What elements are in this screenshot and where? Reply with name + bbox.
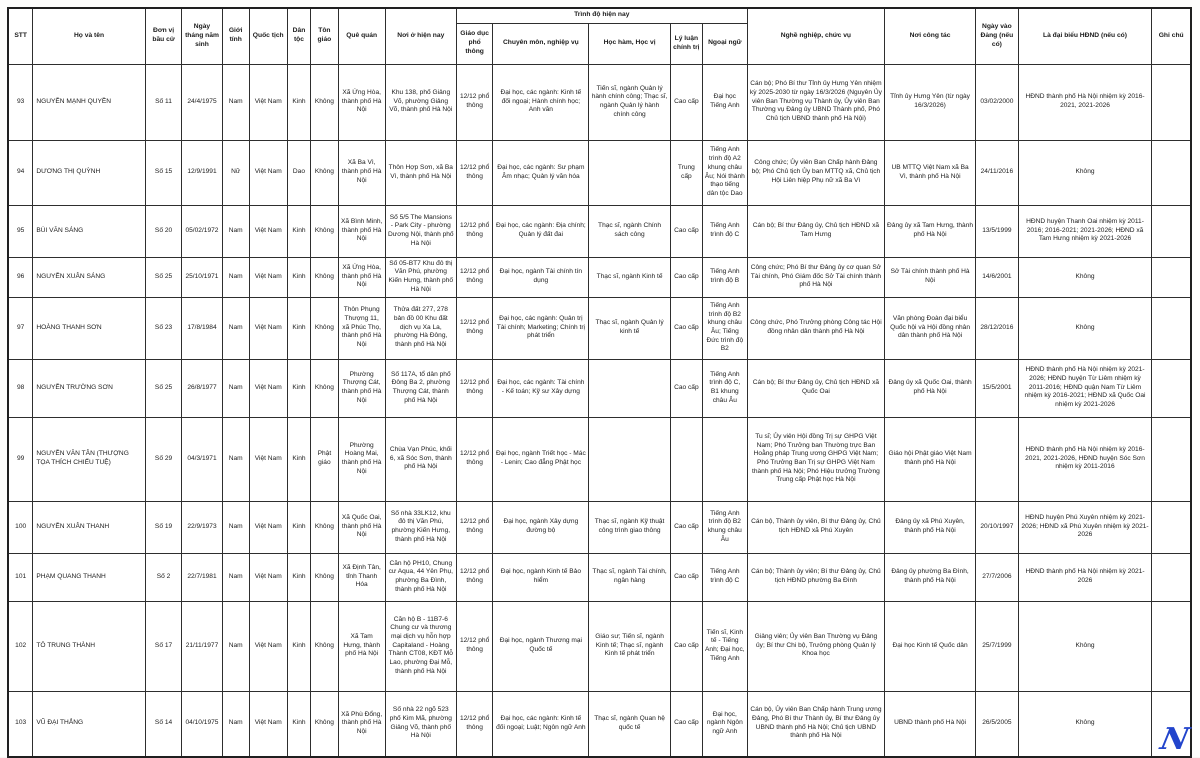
cell-dob: 05/02/1972 bbox=[182, 205, 222, 257]
cell-professional: Đại học, các ngành: Kinh tế đối ngoại; Hành chính học; Anh văn bbox=[493, 64, 589, 140]
cell-gender: Nam bbox=[222, 691, 249, 757]
cell-residence: Khu 138, phố Giảng Võ, phường Giảng Võ, thành phố Hà Nội bbox=[385, 64, 456, 140]
cell-language: Tiếng Anh trình độ B2 khung châu Âu bbox=[702, 501, 747, 553]
cell-dob: 26/8/1977 bbox=[182, 359, 222, 417]
cell-gender: Nam bbox=[222, 64, 249, 140]
cell-degree: Thạc sĩ, ngành Tài chính, ngân hàng bbox=[589, 553, 671, 601]
cell-unit: Số 19 bbox=[145, 501, 182, 553]
cell-stt: 101 bbox=[8, 553, 33, 601]
cell-dob: 22/9/1973 bbox=[182, 501, 222, 553]
cell-hometown: Phường Hoàng Mai, thành phố Hà Nội bbox=[338, 417, 385, 501]
cell-professional: Đại học, ngành Triết học - Mác - Lenin; Cao đẳng Phật học bbox=[493, 417, 589, 501]
cell-stt: 95 bbox=[8, 205, 33, 257]
cell-name: DƯƠNG THỊ QUỲNH bbox=[33, 140, 145, 205]
cell-ethnicity: Kinh bbox=[287, 359, 311, 417]
cell-hdnd: Không bbox=[1018, 140, 1152, 205]
cell-ethnicity: Dao bbox=[287, 140, 311, 205]
cell-party-date: 27/7/2006 bbox=[976, 553, 1019, 601]
cell-language: Tiếng Anh trình độ C bbox=[702, 205, 747, 257]
cell-occupation: Cán bộ, Thành ủy viên, Bí thư Đảng ủy, Chủ tịch HĐND xã Phú Xuyên bbox=[747, 501, 884, 553]
cell-nationality: Việt Nam bbox=[249, 601, 287, 691]
cell-unit: Số 15 bbox=[145, 140, 182, 205]
cell-name: NGUYỄN MẠNH QUYỀN bbox=[33, 64, 145, 140]
cell-ethnicity: Kinh bbox=[287, 257, 311, 297]
cell-hdnd: HĐND thành phố Hà Nội nhiệm kỳ 2016-2021, 2021-2026, HĐND huyện Sóc Sơn nhiệm kỳ 2011-2016 bbox=[1018, 417, 1152, 501]
col-header-degree: Học hàm, Học vị bbox=[589, 23, 671, 64]
cell-professional: Đại học, các ngành: Quản trị Tài chính; Marketing; Chính trị phát triển bbox=[493, 297, 589, 359]
cell-religion: Không bbox=[311, 257, 338, 297]
cell-note bbox=[1152, 140, 1191, 205]
cell-party-date: 20/10/1997 bbox=[976, 501, 1019, 553]
cell-residence: Số nhà 33LK12, khu đô thị Văn Phú, phường Kiến Hưng, thành phố Hà Nội bbox=[385, 501, 456, 553]
table-row bbox=[8, 140, 1191, 205]
cell-degree: Thạc sĩ, ngành Quản lý kinh tế bbox=[589, 297, 671, 359]
cell-occupation: Cán bộ, Ủy viên Ban Chấp hành Trung ương Đảng, Phó Bí thư Thành ủy, Bí thư Đảng ủy UBND thành phố Hà Nội; Chủ tịch UBND thành phố Hà Nội bbox=[747, 691, 884, 757]
cell-nationality: Việt Nam bbox=[249, 205, 287, 257]
cell-professional: Đại học, ngành Thương mại Quốc tế bbox=[493, 601, 589, 691]
table-body bbox=[8, 64, 1191, 757]
cell-party-date: 28/12/2016 bbox=[976, 297, 1019, 359]
cell-stt: 96 bbox=[8, 257, 33, 297]
cell-note bbox=[1152, 257, 1191, 297]
cell-dob: 12/9/1991 bbox=[182, 140, 222, 205]
cell-hometown: Xã Tam Hưng, thành phố Hà Nội bbox=[338, 601, 385, 691]
cell-dob: 24/4/1975 bbox=[182, 64, 222, 140]
cell-religion: Không bbox=[311, 205, 338, 257]
col-header-religion: Tôn giáo bbox=[311, 8, 338, 64]
cell-language: Tiếng Anh trình độ A2 khung châu Âu; Nói thành thạo tiếng dân tộc Dao bbox=[702, 140, 747, 205]
cell-edu: 12/12 phổ thông bbox=[456, 297, 493, 359]
cell-stt: 100 bbox=[8, 501, 33, 553]
cell-note bbox=[1152, 297, 1191, 359]
cell-occupation: Cán bộ; Phó Bí thư Tỉnh ủy Hưng Yên nhiệm kỳ 2025-2030 từ ngày 16/3/2026 (Nguyên Ủy viên Ban Thường vụ Thành ủy, Ủy viên Ban Thường vụ Đảng ủy UBND Thành phố, Phó Chủ tịch UBND thành phố Hà Nội) bbox=[747, 64, 884, 140]
cell-nationality: Việt Nam bbox=[249, 140, 287, 205]
cell-hdnd: Không bbox=[1018, 297, 1152, 359]
cell-workplace: UB MTTQ Việt Nam xã Ba Vì, thành phố Hà Nội bbox=[885, 140, 976, 205]
cell-nationality: Việt Nam bbox=[249, 297, 287, 359]
cell-ethnicity: Kinh bbox=[287, 64, 311, 140]
cell-unit: Số 17 bbox=[145, 601, 182, 691]
cell-nationality: Việt Nam bbox=[249, 359, 287, 417]
cell-language bbox=[702, 417, 747, 501]
cell-edu: 12/12 phổ thông bbox=[456, 140, 493, 205]
cell-professional: Đại học, các ngành: Tài chính - Kế toán; Kỹ sư Xây dựng bbox=[493, 359, 589, 417]
cell-residence: Căn hộ PH10, Chung cư Aqua, 44 Yên Phụ, phường Ba Đình, thành phố Hà Nội bbox=[385, 553, 456, 601]
cell-ethnicity: Kinh bbox=[287, 553, 311, 601]
cell-hdnd: HĐND thành phố Hà Nội nhiệm kỳ 2021-2026; HĐND huyện Từ Liêm nhiệm kỳ 2011-2016; HĐND quận Nam Từ Liêm nhiệm kỳ 2016-2021; HĐND xã Quốc Oai nhiệm kỳ 2021-2026 bbox=[1018, 359, 1152, 417]
cell-residence: Thửa đất 277, 278 bản đồ 00 Khu đất dịch vụ Xa La, phường Hà Đông, thành phố Hà Nội bbox=[385, 297, 456, 359]
cell-party-date: 26/5/2005 bbox=[976, 691, 1019, 757]
cell-workplace: Đảng ủy xã Tam Hưng, thành phố Hà Nội bbox=[885, 205, 976, 257]
cell-occupation: Công chức; Ủy viên Ban Chấp hành Đảng bộ; Phó Chủ tịch Ủy ban MTTQ xã, Chủ tịch Hội Liên hiệp Phụ nữ xã Ba Vì bbox=[747, 140, 884, 205]
col-header-nationality: Quốc tịch bbox=[249, 8, 287, 64]
cell-degree: Thạc sĩ, ngành Quan hệ quốc tế bbox=[589, 691, 671, 757]
cell-gender: Nam bbox=[222, 601, 249, 691]
cell-political bbox=[670, 417, 702, 501]
cell-religion: Không bbox=[311, 691, 338, 757]
table-row bbox=[8, 501, 1191, 553]
cell-hdnd: Không bbox=[1018, 691, 1152, 757]
cell-unit: Số 23 bbox=[145, 297, 182, 359]
cell-residence: Thôn Hợp Sơn, xã Ba Vì, thành phố Hà Nội bbox=[385, 140, 456, 205]
cell-hometown: Phường Thượng Cát, thành phố Hà Nội bbox=[338, 359, 385, 417]
cell-hometown: Xã Quốc Oai, thành phố Hà Nội bbox=[338, 501, 385, 553]
cell-gender: Nam bbox=[222, 553, 249, 601]
cell-hometown: Xã Ứng Hòa, thành phố Hà Nội bbox=[338, 257, 385, 297]
cell-residence: Số 5/5 The Mansions - Park City - phường Dương Nội, thành phố Hà Nội bbox=[385, 205, 456, 257]
cell-religion: Không bbox=[311, 64, 338, 140]
cell-note bbox=[1152, 359, 1191, 417]
cell-language: Tiếng Anh trình độ B2 khung châu Âu; Tiếng Đức trình độ B2 bbox=[702, 297, 747, 359]
cell-language: Đại học Tiếng Anh bbox=[702, 64, 747, 140]
cell-name: HOÀNG THANH SƠN bbox=[33, 297, 145, 359]
cell-political: Trung cấp bbox=[670, 140, 702, 205]
cell-edu: 12/12 phổ thông bbox=[456, 601, 493, 691]
cell-language: Đại học, ngành Ngôn ngữ Anh bbox=[702, 691, 747, 757]
cell-religion: Không bbox=[311, 501, 338, 553]
table-row bbox=[8, 64, 1191, 140]
cell-political: Cao cấp bbox=[670, 691, 702, 757]
cell-hometown: Thôn Phụng Thượng 11, xã Phúc Thọ, thành phố Hà Nội bbox=[338, 297, 385, 359]
cell-edu: 12/12 phổ thông bbox=[456, 553, 493, 601]
cell-stt: 103 bbox=[8, 691, 33, 757]
col-header-workplace: Nơi công tác bbox=[885, 8, 976, 64]
cell-nationality: Việt Nam bbox=[249, 417, 287, 501]
cell-degree bbox=[589, 359, 671, 417]
cell-language: Tiếng Anh trình độ C bbox=[702, 553, 747, 601]
cell-language: Tiếng Anh trình độ C, B1 khung châu Âu bbox=[702, 359, 747, 417]
cell-religion: Không bbox=[311, 297, 338, 359]
cell-political: Cao cấp bbox=[670, 501, 702, 553]
cell-unit: Số 25 bbox=[145, 257, 182, 297]
cell-language: Tiến sĩ, Kinh tế - Tiếng Anh; Đại học, Tiếng Anh bbox=[702, 601, 747, 691]
cell-religion: Không bbox=[311, 601, 338, 691]
cell-workplace: Sở Tài chính thành phố Hà Nội bbox=[885, 257, 976, 297]
col-header-general-education: Giáo dục phổ thông bbox=[456, 23, 493, 64]
cell-workplace: Đảng ủy xã Quốc Oai, thành phố Hà Nội bbox=[885, 359, 976, 417]
col-header-foreign-language: Ngoại ngữ bbox=[702, 23, 747, 64]
cell-note bbox=[1152, 417, 1191, 501]
col-header-party-date: Ngày vào Đảng (nếu có) bbox=[976, 8, 1019, 64]
col-header-hometown: Quê quán bbox=[338, 8, 385, 64]
cell-language: Tiếng Anh trình độ B bbox=[702, 257, 747, 297]
cell-dob: 21/11/1977 bbox=[182, 601, 222, 691]
cell-note bbox=[1152, 501, 1191, 553]
cell-edu: 12/12 phổ thông bbox=[456, 501, 493, 553]
table-row bbox=[8, 257, 1191, 297]
col-header-hdnd: Là đại biểu HĐND (nếu có) bbox=[1018, 8, 1152, 64]
cell-ethnicity: Kinh bbox=[287, 691, 311, 757]
cell-name: NGUYỄN TRƯỜNG SƠN bbox=[33, 359, 145, 417]
cell-degree: Thạc sĩ, ngành Chính sách công bbox=[589, 205, 671, 257]
cell-stt: 93 bbox=[8, 64, 33, 140]
cell-hometown: Xã Bình Minh, thành phố Hà Nội bbox=[338, 205, 385, 257]
table-row bbox=[8, 297, 1191, 359]
cell-hometown: Xã Ứng Hòa, thành phố Hà Nội bbox=[338, 64, 385, 140]
cell-hdnd: HĐND thành phố Hà Nội nhiệm kỳ 2021-2026 bbox=[1018, 553, 1152, 601]
cell-workplace: Đại học Kinh tế Quốc dân bbox=[885, 601, 976, 691]
cell-hdnd: HĐND huyện Phú Xuyên nhiệm kỳ 2021-2026; HĐND xã Phú Xuyên nhiệm kỳ 2021-2026 bbox=[1018, 501, 1152, 553]
cell-religion: Không bbox=[311, 140, 338, 205]
cell-hdnd: HĐND huyện Thanh Oai nhiệm kỳ 2011-2016; 2016-2021; 2021-2026; HĐND xã Tam Hưng nhiệm kỳ 2021-2026 bbox=[1018, 205, 1152, 257]
cell-occupation: Tu sĩ; Ủy viên Hội đồng Trị sự GHPG Việt Nam; Phó Trưởng ban Thường trực Ban Hoằng pháp Trung ương GHPG Việt Nam; Phó Trưởng Ban Trị sự GHPG Việt Nam thành phố Hà Nội; Phó Hiệu trưởng Trường Trung cấp Phật học Hà Nội bbox=[747, 417, 884, 501]
cell-residence: Chùa Vạn Phúc, khối 6, xã Sóc Sơn, thành phố Hà Nội bbox=[385, 417, 456, 501]
cell-dob: 04/3/1971 bbox=[182, 417, 222, 501]
cell-stt: 99 bbox=[8, 417, 33, 501]
table-row bbox=[8, 359, 1191, 417]
cell-name: VŨ ĐẠI THẮNG bbox=[33, 691, 145, 757]
cell-workplace: UBND thành phố Hà Nội bbox=[885, 691, 976, 757]
col-header-ethnicity: Dân tộc bbox=[287, 8, 311, 64]
cell-religion: Phật giáo bbox=[311, 417, 338, 501]
cell-degree bbox=[589, 140, 671, 205]
cell-unit: Số 2 bbox=[145, 553, 182, 601]
cell-edu: 12/12 phổ thông bbox=[456, 691, 493, 757]
cell-occupation: Công chức, Phó Trưởng phòng Công tác Hội đồng nhân dân thành phố Hà Nội bbox=[747, 297, 884, 359]
cell-name: NGUYỄN XUÂN SÁNG bbox=[33, 257, 145, 297]
cell-nationality: Việt Nam bbox=[249, 257, 287, 297]
cell-edu: 12/12 phổ thông bbox=[456, 359, 493, 417]
cell-ethnicity: Kinh bbox=[287, 501, 311, 553]
cell-political: Cao cấp bbox=[670, 257, 702, 297]
cell-gender: Nam bbox=[222, 257, 249, 297]
cell-dob: 25/10/1971 bbox=[182, 257, 222, 297]
cell-name: NGUYỄN VĂN TÂN (THƯỢNG TỌA THÍCH CHIẾU TUỆ) bbox=[33, 417, 145, 501]
cell-hdnd: Không bbox=[1018, 601, 1152, 691]
cell-residence: Số nhà 22 ngõ 523 phố Kim Mã, phường Giảng Võ, thành phố Hà Nội bbox=[385, 691, 456, 757]
cell-edu: 12/12 phổ thông bbox=[456, 64, 493, 140]
cell-edu: 12/12 phổ thông bbox=[456, 205, 493, 257]
table-row bbox=[8, 205, 1191, 257]
cell-nationality: Việt Nam bbox=[249, 553, 287, 601]
cell-ethnicity: Kinh bbox=[287, 205, 311, 257]
cell-political: Cao cấp bbox=[670, 297, 702, 359]
col-header-dob: Ngày tháng năm sinh bbox=[182, 8, 222, 64]
cell-gender: Nam bbox=[222, 501, 249, 553]
cell-degree bbox=[589, 417, 671, 501]
cell-note bbox=[1152, 205, 1191, 257]
cell-dob: 17/8/1984 bbox=[182, 297, 222, 359]
cell-party-date: 03/02/2000 bbox=[976, 64, 1019, 140]
cell-residence: Số 05-BT7 Khu đô thị Văn Phú, phường Kiến Hưng, thành phố Hà Nội bbox=[385, 257, 456, 297]
cell-political: Cao cấp bbox=[670, 553, 702, 601]
col-header-unit: Đơn vị bầu cử bbox=[145, 8, 182, 64]
cell-name: TÔ TRUNG THÀNH bbox=[33, 601, 145, 691]
col-header-political-theory: Lý luận chính trị bbox=[670, 23, 702, 64]
cell-professional: Đại học, các ngành: Địa chính; Quản lý đất đai bbox=[493, 205, 589, 257]
cell-gender: Nam bbox=[222, 359, 249, 417]
cell-professional: Đại học, các ngành: Kinh tế đối ngoại; Luật; Ngôn ngữ Anh bbox=[493, 691, 589, 757]
cell-unit: Số 29 bbox=[145, 417, 182, 501]
cell-nationality: Việt Nam bbox=[249, 64, 287, 140]
cell-political: Cao cấp bbox=[670, 64, 702, 140]
cell-name: NGUYỄN XUÂN THANH bbox=[33, 501, 145, 553]
table-row bbox=[8, 601, 1191, 691]
cell-occupation: Cán bộ; Thành ủy viên; Bí thư Đảng ủy, Chủ tịch HĐND phường Ba Đình bbox=[747, 553, 884, 601]
cell-name: PHẠM QUANG THANH bbox=[33, 553, 145, 601]
cell-party-date: 25/7/1999 bbox=[976, 601, 1019, 691]
delegates-table bbox=[7, 7, 1192, 758]
col-header-education-group: Trình độ hiện nay bbox=[456, 8, 747, 23]
cell-stt: 102 bbox=[8, 601, 33, 691]
cell-professional: Đại học, các ngành: Sư phạm Âm nhạc; Quản lý văn hóa bbox=[493, 140, 589, 205]
cell-edu: 12/12 phổ thông bbox=[456, 257, 493, 297]
cell-hometown: Xã Ba Vì, thành phố Hà Nội bbox=[338, 140, 385, 205]
cell-dob: 22/7/1981 bbox=[182, 553, 222, 601]
cell-ethnicity: Kinh bbox=[287, 417, 311, 501]
col-header-professional: Chuyên môn, nghiệp vụ bbox=[493, 23, 589, 64]
cell-ethnicity: Kinh bbox=[287, 297, 311, 359]
cell-name: BÙI VĂN SÁNG bbox=[33, 205, 145, 257]
cell-stt: 97 bbox=[8, 297, 33, 359]
cell-religion: Không bbox=[311, 553, 338, 601]
col-header-gender: Giới tính bbox=[222, 8, 249, 64]
cell-party-date: 15/5/2001 bbox=[976, 359, 1019, 417]
cell-professional: Đại học, ngành Tài chính tín dụng bbox=[493, 257, 589, 297]
table-header bbox=[8, 8, 1191, 64]
cell-workplace: Tỉnh ủy Hưng Yên (từ ngày 16/3/2026) bbox=[885, 64, 976, 140]
cell-stt: 98 bbox=[8, 359, 33, 417]
table-row bbox=[8, 417, 1191, 501]
cell-degree: Tiến sĩ, ngành Quản lý hành chính công; Thạc sĩ, ngành Quản lý hành chính công bbox=[589, 64, 671, 140]
cell-unit: Số 25 bbox=[145, 359, 182, 417]
col-header-name: Họ và tên bbox=[33, 8, 145, 64]
cell-workplace: Đảng ủy phường Ba Đình, thành phố Hà Nội bbox=[885, 553, 976, 601]
col-header-occupation: Nghề nghiệp, chức vụ bbox=[747, 8, 884, 64]
cell-unit: Số 20 bbox=[145, 205, 182, 257]
col-header-stt: STT bbox=[8, 8, 33, 64]
cell-nationality: Việt Nam bbox=[249, 691, 287, 757]
cell-hometown: Xã Định Tân, tỉnh Thanh Hóa bbox=[338, 553, 385, 601]
cell-note bbox=[1152, 601, 1191, 691]
cell-political: Cao cấp bbox=[670, 205, 702, 257]
cell-party-date bbox=[976, 417, 1019, 501]
cell-nationality: Việt Nam bbox=[249, 501, 287, 553]
cell-unit: Số 11 bbox=[145, 64, 182, 140]
cell-religion: Không bbox=[311, 359, 338, 417]
cell-professional: Đại học, ngành Xây dựng đường bộ bbox=[493, 501, 589, 553]
cell-political: Cao cấp bbox=[670, 359, 702, 417]
cell-stt: 94 bbox=[8, 140, 33, 205]
cell-degree: Thạc sĩ, ngành Kỹ thuật công trình giao thông bbox=[589, 501, 671, 553]
signature-initial: N bbox=[1156, 722, 1192, 757]
cell-party-date: 24/11/2016 bbox=[976, 140, 1019, 205]
cell-residence: Số 117A, tổ dân phố Đông Ba 2, phường Thượng Cát, thành phố Hà Nội bbox=[385, 359, 456, 417]
cell-unit: Số 14 bbox=[145, 691, 182, 757]
cell-residence: Căn hộ B - 11B7-6 Chung cư và thương mại dịch vụ hỗn hợp Capitaland - Hoàng Thành CT08, KĐT Mỗ Lao, phường Đại Mỗ, thành phố Hà Nội bbox=[385, 601, 456, 691]
cell-hometown: Xã Phù Đổng, thành phố Hà Nội bbox=[338, 691, 385, 757]
cell-note bbox=[1152, 553, 1191, 601]
table-row bbox=[8, 691, 1191, 757]
table-row bbox=[8, 553, 1191, 601]
cell-occupation: Cán bộ; Bí thư Đảng ủy, Chủ tịch HĐND xã Tam Hưng bbox=[747, 205, 884, 257]
cell-note bbox=[1152, 64, 1191, 140]
cell-occupation: Công chức; Phó Bí thư Đảng ủy cơ quan Sở Tài chính, Phó Giám đốc Sở Tài chính thành phố Hà Nội bbox=[747, 257, 884, 297]
cell-occupation: Cán bộ; Bí thư Đảng ủy, Chủ tịch HĐND xã Quốc Oai bbox=[747, 359, 884, 417]
cell-party-date: 13/5/1999 bbox=[976, 205, 1019, 257]
cell-gender: Nam bbox=[222, 205, 249, 257]
cell-gender: Nam bbox=[222, 417, 249, 501]
cell-dob: 04/10/1975 bbox=[182, 691, 222, 757]
cell-edu: 12/12 phổ thông bbox=[456, 417, 493, 501]
cell-workplace: Giáo hội Phật giáo Việt Nam thành phố Hà Nội bbox=[885, 417, 976, 501]
cell-professional: Đại học, ngành Kinh tế Bảo hiểm bbox=[493, 553, 589, 601]
cell-workplace: Đảng ủy xã Phú Xuyên, thành phố Hà Nội bbox=[885, 501, 976, 553]
cell-political: Cao cấp bbox=[670, 601, 702, 691]
col-header-note: Ghi chú bbox=[1152, 8, 1191, 64]
cell-ethnicity: Kinh bbox=[287, 601, 311, 691]
cell-gender: Nam bbox=[222, 297, 249, 359]
cell-occupation: Giảng viên; Ủy viên Ban Thường vụ Đảng ủy; Bí thư Chi bộ, Trưởng phòng Quản lý Khoa học bbox=[747, 601, 884, 691]
cell-gender: Nữ bbox=[222, 140, 249, 205]
cell-degree: Thạc sĩ, ngành Kinh tế bbox=[589, 257, 671, 297]
cell-hdnd: HĐND thành phố Hà Nội nhiệm kỳ 2016-2021, 2021-2026 bbox=[1018, 64, 1152, 140]
cell-degree: Giáo sư; Tiến sĩ, ngành Kinh tế; Thạc sĩ, ngành Kinh tế phát triển bbox=[589, 601, 671, 691]
col-header-residence: Nơi ở hiện nay bbox=[385, 8, 456, 64]
cell-hdnd: Không bbox=[1018, 257, 1152, 297]
cell-party-date: 14/6/2001 bbox=[976, 257, 1019, 297]
cell-workplace: Văn phòng Đoàn đại biểu Quốc hội và Hội đồng nhân dân thành phố Hà Nội bbox=[885, 297, 976, 359]
